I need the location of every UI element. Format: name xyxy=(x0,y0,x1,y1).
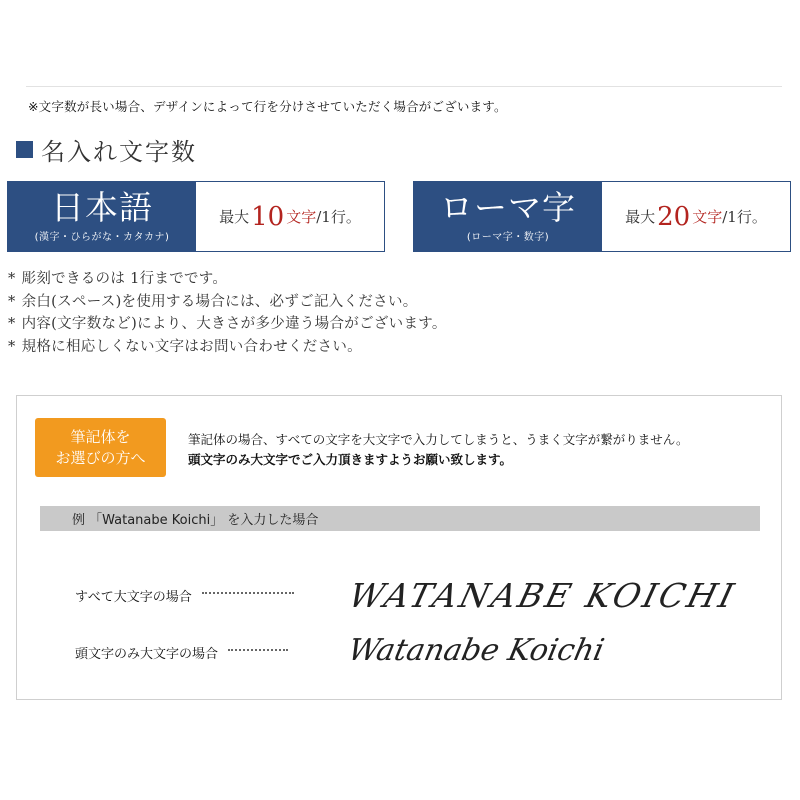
limit-prefix: 最大 xyxy=(219,208,250,226)
length-note: ※文字数が長い場合、デザインによって行を分けさせていただく場合がございます。 xyxy=(28,99,507,114)
badge-line-1: 筆記体を xyxy=(70,427,131,446)
row-initial-caps xyxy=(75,643,288,662)
roman-char-limit-box xyxy=(413,181,791,252)
all-caps-sample: WATANABE KOICHI xyxy=(345,576,741,615)
roman-sublabel: (ローマ字・数字) xyxy=(466,232,550,243)
roman-label: ローマ字 xyxy=(440,188,576,227)
example-bar-text: 例 「Watanabe Koichi」 を入力した場合 xyxy=(72,513,319,528)
japanese-label-panel xyxy=(8,182,196,251)
limit-number: 10 xyxy=(251,201,285,232)
initial-caps-sample: Watanabe Koichi xyxy=(345,633,608,668)
limit-suffix: /1行。 xyxy=(316,208,361,226)
cursive-description xyxy=(188,430,689,470)
limit-unit: 文字 xyxy=(286,208,317,226)
limit-number: 20 xyxy=(657,201,691,232)
list-item: * 余白(スペース)を使用する場合には、必ずご記入ください。 xyxy=(8,293,418,310)
section-title-text: 名入れ文字数 xyxy=(41,137,197,166)
square-bullet-icon xyxy=(16,141,33,158)
list-item: * 彫刻できるのは 1行までです。 xyxy=(8,271,228,287)
row-all-caps xyxy=(75,586,294,605)
row-initial-caps-label: 頭文字のみ大文字の場合 xyxy=(75,647,219,662)
japanese-limit-text xyxy=(196,182,384,251)
roman-limit-text xyxy=(602,182,790,251)
limit-unit: 文字 xyxy=(692,208,723,226)
dotted-leader xyxy=(228,648,288,651)
limit-suffix: /1行。 xyxy=(722,208,767,226)
badge-line-2: お選びの方へ xyxy=(55,448,146,467)
top-divider xyxy=(26,86,782,87)
list-item: * 内容(文字数など)により、大きさが多少違う場合がございます。 xyxy=(8,316,447,332)
row-all-caps-label: すべて大文字の場合 xyxy=(75,590,192,605)
description-line-2 xyxy=(188,450,689,470)
description-rest: でご入力頂きますようお願い致します。 xyxy=(288,452,513,467)
notes-list xyxy=(8,268,447,358)
list-item: * 規格に相応しくない文字はお問い合わせください。 xyxy=(8,338,362,355)
japanese-label: 日本語 xyxy=(51,188,153,227)
japanese-char-limit-box xyxy=(7,181,385,252)
limit-prefix: 最大 xyxy=(625,208,656,226)
dotted-leader xyxy=(202,591,294,594)
example-bar xyxy=(40,506,760,531)
roman-label-panel xyxy=(414,182,602,251)
section-title xyxy=(16,134,197,164)
description-bold: 頭文字のみ大文字 xyxy=(188,452,289,467)
cursive-info-panel xyxy=(16,395,782,700)
description-line-1: 筆記体の場合、すべての文字を大文字で入力してしまうと、うまく文字が繋がりません。 xyxy=(188,432,689,447)
japanese-sublabel: (漢字・ひらがな・カタカナ) xyxy=(34,232,170,243)
cursive-badge xyxy=(35,418,166,477)
